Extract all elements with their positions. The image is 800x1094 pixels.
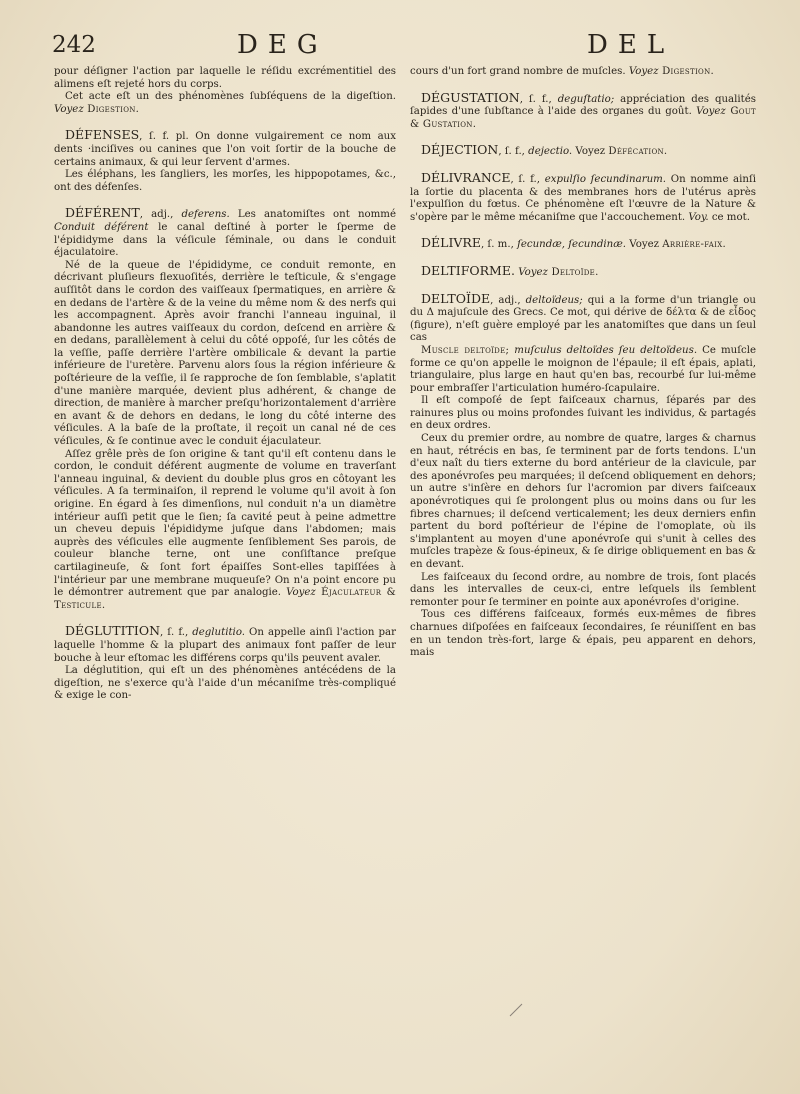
continued-entry-note: Cet acte eſt un des phénomènes ſubſéquens de la digeſtion. Voyez Digestion. [54,91,396,115]
entry-deltoide: DELTOÏDE, adj., deltoïdeus; qui a la forme d'un triangle ou du Δ majuſcule des Grecs. Ce mot, qui dérive de δέλτα & de εἶδος (figure), n'eſt guère employé par les anatomiſtes que dans un ſeul cas [410,290,756,344]
entry-headword: DÉJECTION [421,142,499,158]
header-left-word: DEG [237,30,328,60]
right-column [410,66,756,660]
ink-tick-mark [508,1000,528,1020]
entry-degustation: DÉGUSTATION, ſ. f., deguſtatio; appréciation des qualités ſapides d'une ſubſtance à l'aide des organes du goût. Voyez Gout & Gustation. [410,89,756,130]
header-right-word: DEL [587,30,675,60]
entry-headword: DÉFENSES [65,127,140,143]
entry-delivrance: DÉLIVRANCE, ſ. f., expulſio ſecundinarum. On nomme ainſi la ſortie du placenta & des membranes hors de l'utérus après l'expulſion du fœtus. Ce phénomène eſt l'œuvre de la Nature & s'opère par le même mécaniſme que l'accouchement. Voy. ce mot. [410,169,756,223]
entry-headword: DÉGUSTATION [421,89,520,105]
entry-deglutition: DÉGLUTITION, ſ. f., deglutitio. On appelle ainſi l'action par laquelle l'homme & la plupart des animaux font paſſer de leur bouche à leur eſtomac les différens corps qu'ils peuvent avaler. [54,623,396,664]
entry-deferent: DÉFÉRENT, adj., deferens. Les anatomiſtes ont nommé Conduit déférent le canal deſtiné à porter le ſperme de l'épididyme dans la véſicule ſéminale, ou dans le conduit éjaculatoire. [54,205,396,259]
entry-headword: DÉFÉRENT [65,205,140,221]
entry-deglutition-para: La déglutition, qui eſt un des phénomènes antécédens de la digeſtion, ne s'exerce qu'à l'aide d'un mécaniſme très-compliqué & exige le con- [54,665,396,702]
left-column [54,66,396,703]
entry-deltoide-para: Ceux du premier ordre, au nombre de quatre, larges & charnus en haut, rétrécis en bas, ſe terminent par de forts tendons. L'un d'eux naît du tiers externe du bord antérieur de la clavicule, par des aponévroſes peu marquées; il deſcend obliquement en dehors; un autre s'inſère en dehors ſur l'acromion par divers faiſceaux aponévrotiques qui ſe prolongent plus ou moins dans ou ſur les fibres charnues; il deſcend verticalement; les deux derniers enfin partent du bord poſtérieur de l'épine de l'omoplate, où ils s'implantent au moyen d'une aponévroſe qui s'unit à celles des muſcles trapèze & ſous-épineux, & ſe dirige obliquement en bas & en devant. [410,433,756,570]
entry-headword: DÉLIVRANCE [421,169,511,185]
entry-deltiforme: DELTIFORME. Voyez Deltoïde. [421,262,599,278]
page-number: 242 [52,32,96,58]
continued-entry: pour déſigner l'action par laquelle le réſidu excrémentitiel des alimens eſt rejeté hors du corps. [54,66,396,90]
entry-deferent-para: Né de la queue de l'épididyme, ce conduit remonte, en décrivant pluſieurs flexuoſités, derrière le teſticule, & s'engage auſſitôt dans le cordon des vaiſſeaux ſpermatiques, en arrière & en dedans de l'artère & de la veine du même nom & des nerfs qui les accompagnent. Après avoir franchi l'anneau inguinal, il abandonne les autres vaiſſeaux du cordon, deſcend en arrière & en dedans, parallèlement à celui du côté oppoſé, ſur les côtés de la veſſie, paſſe derrière l'artère ombilicale & devant la partie inférieure de l'uretère. Parvenu alors ſous la région inférieure & poſtérieure de la veſſie, il ſe rapproche de ſon ſemblable, s'aplatit d'une manière marquée, devient plus adhérent, & change de direction, de manière à marcher preſqu'horizontalement d'arrière en avant & de dehors en dedans, le long du côté interne des véſicules. A la baſe de la proſtate, il reçoit un canal né de ces véſicules, & ſe continue avec le conduit éjaculateur. [54,259,396,448]
entry-delivre: DÉLIVRE, ſ. m., ſecundæ, ſecundinæ. Voyez Arrière-faix. [421,235,727,251]
subentry-muscle-deltoide: Muscle deltoïde; muſculus deltoïdes ſeu deltoïdeus. Ce muſcle forme ce qu'on appelle le moignon de l'épaule; il eſt épais, aplati, triangulaire, plus large en haut qu'en bas, recourbé ſur lui-même pour embraſſer l'articulation huméro-ſcapulaire. [410,344,756,394]
entry-deltoide-para: Tous ces différens faiſceaux, formés eux-mêmes de fibres charnues diſpoſées en faiſceaux ſecondaires, ſe réuniſſent en bas en un tendon très-fort, large & épais, peu apparent en dehors, mais [410,609,756,659]
entry-defenses-para: Les éléphans, les ſangliers, les morſes, les hippopotames, &c., ont des défenſes. [54,169,396,193]
running-header [52,30,748,64]
entry-deltoide-para: Il eſt compoſé de ſept faiſceaux charnus, ſéparés par des rainures plus ou moins profondes ſuivant les individus, & partagés en deux ordres. [410,395,756,432]
continued-entry: cours d'un fort grand nombre de muſcles. Voyez Digestion. [410,66,715,77]
entry-defenses: DÉFENSES, ſ. f. pl. On donne vulgairement ce nom aux dents ·inciſives ou canines que l'on voit ſortir de la bouche de certains animaux, & qui leur ſervent d'armes. [54,127,396,168]
entry-headword: DÉGLUTITION [65,623,161,639]
entry-deltoide-para: Les faiſceaux du ſecond ordre, au nombre de trois, ſont placés dans les intervalles de ceux-ci, entre leſquels ils ſemblent remonter pour ſe terminer en pointe aux aponévroſes d'origine. [410,571,756,608]
entry-headword: DÉLIVRE [421,235,481,251]
entry-dejection: DÉJECTION, ſ. f., dejectio. Voyez Défécation. [421,142,668,158]
entry-headword: DELTIFORME. [421,262,515,278]
entry-headword: DELTOÏDE [421,290,491,306]
entry-deferent-para: Aſſez grêle près de ſon origine & tant qu'il eſt contenu dans le cordon, le conduit déférent augmente de volume en traverſant l'anneau inguinal, & devient du double plus gros en côtoyant les véſicules. A ſa terminaiſon, il reprend le volume qu'il avoit à ſon origine. En égard à ſes dimenſions, nul conduit n'a un diamètre intérieur auſſi petit que le ſien; ſa cavité peut à peine admettre un cheveu depuis l'épididyme juſque dans l'abdomen; mais auprès des véſicules elle augmente ſenſiblement Ses parois, de couleur blanche terne, ont une conſiſtance preſque cartilagineuſe, & ſont fort épaiſſes Sont-elles tapiſſées à l'intérieur par une membrane muqueuſe? On n'a point encore pu le démontrer autrement que par analogie. Voyez Éjaculateur & Testicule. [54,448,396,611]
